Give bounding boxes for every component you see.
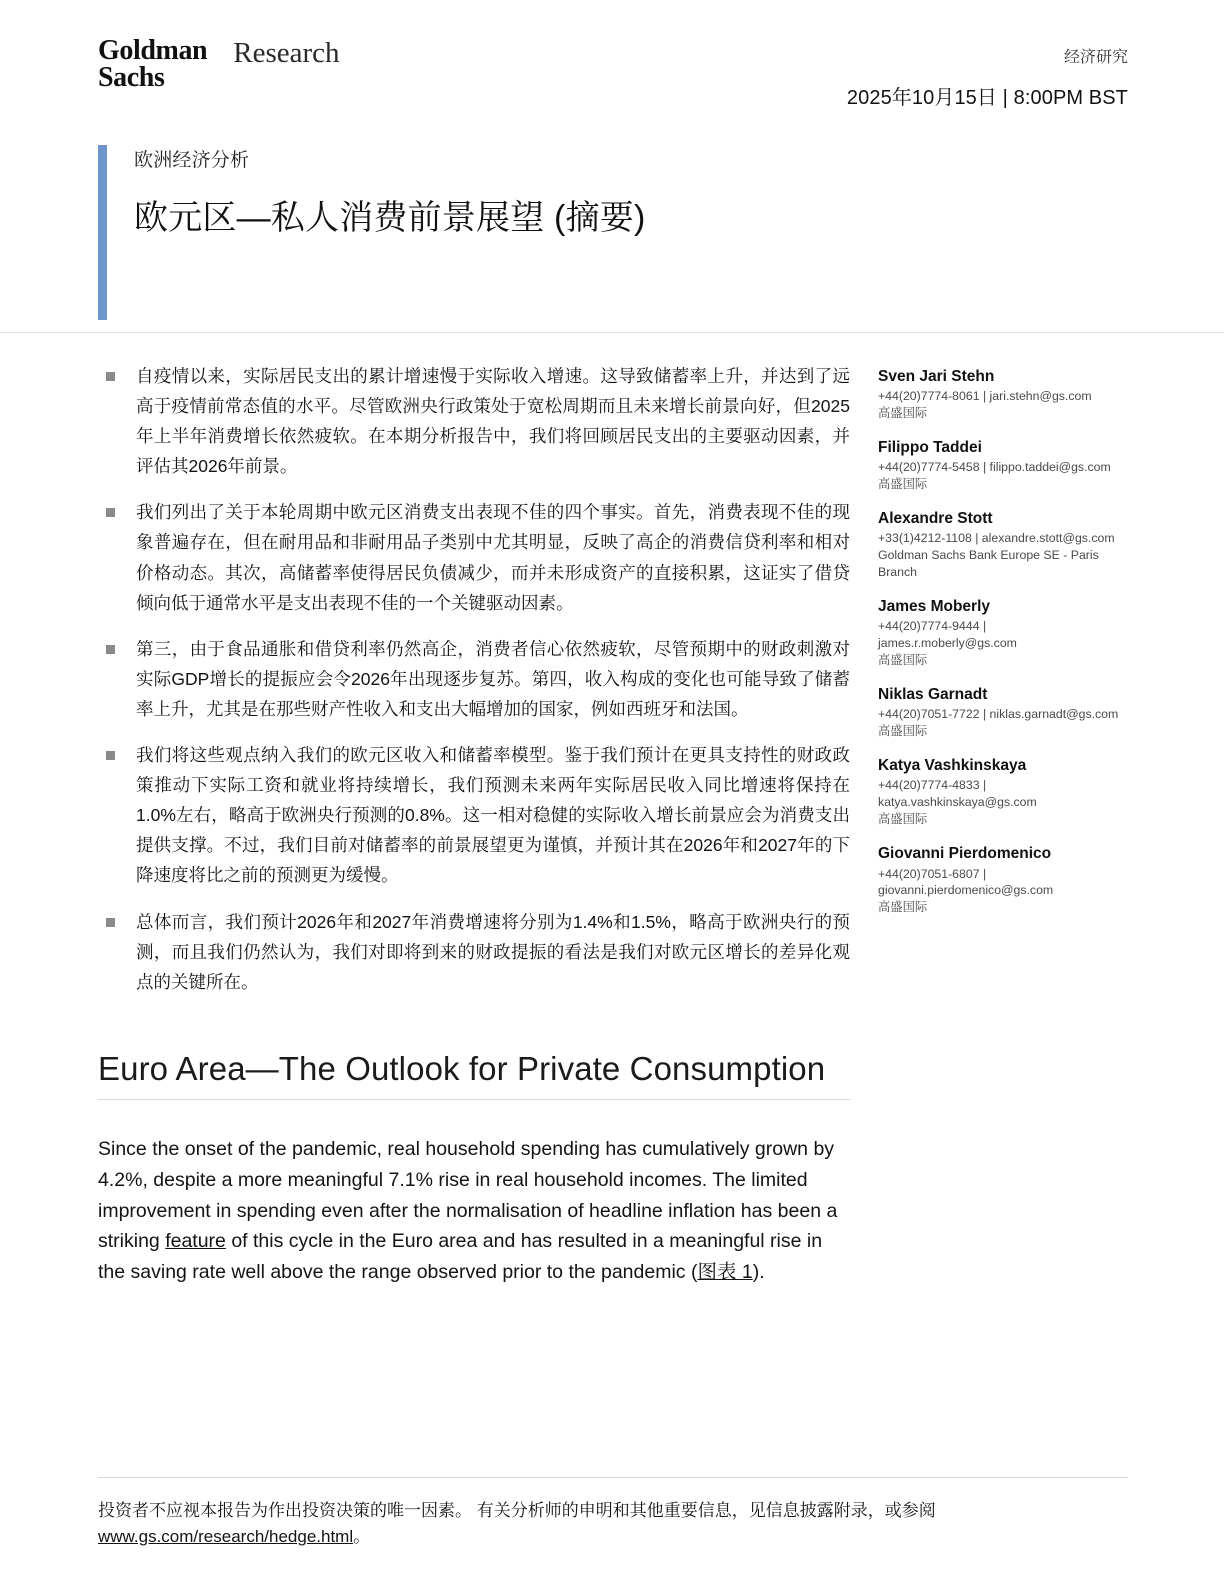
bullet-text: 第三，由于食品通胀和借贷利率仍然高企，消费者信心依然疲软，尽管预期中的财政刺激对实际GDP增长的提振应会令2026年出现逐步复苏。第四，收入构成的变化也可能导致了储蓄率上升，尤其是在那些财产性收入和支出大幅增加的国家，例如西班牙和法国。 — [136, 638, 850, 719]
square-bullet-icon — [106, 918, 115, 927]
document-header — [0, 0, 1224, 333]
document-eyebrow: 欧洲经济分析 — [134, 150, 250, 171]
author-contact[interactable]: +44(20)7774-9444 | james.r.moberly@gs.com — [878, 619, 1017, 651]
square-bullet-icon — [106, 751, 115, 760]
paragraph-text-part-1: Since the onset of the pandemic, real household spending has cumulatively grown by 4.2%, despite a more meaningful 7.1% rise in real household incomes. The limited improvement in spending even after the normalisation of headline inflation has been a striking — [98, 1138, 838, 1253]
document-footer — [98, 1477, 1128, 1550]
author-contact[interactable]: +44(20)7051-7722 | niklas.garnadt@gs.com — [878, 707, 1119, 722]
author-organization: 高盛国际 — [878, 653, 928, 668]
author-entry — [878, 367, 1128, 422]
author-entry — [878, 756, 1128, 828]
author-name: James Moberly — [878, 598, 990, 616]
author-entry — [878, 844, 1128, 916]
header-divider — [0, 332, 1224, 333]
list-item — [98, 907, 850, 997]
author-entry — [878, 685, 1128, 740]
author-organization: 高盛国际 — [878, 812, 928, 827]
research-category-label: 经济研究 — [1063, 47, 1128, 66]
disclaimer-part-1: 投资者不应视本报告为作出投资决策的唯一因素。 有关分析师的申明和其他重要信息，见信息披露附录，或参阅 — [98, 1501, 936, 1521]
logo-line-1: Goldman — [98, 35, 208, 66]
accent-bar — [98, 145, 107, 320]
author-contact[interactable]: +44(20)7774-8061 | jari.stehn@gs.com — [878, 389, 1092, 404]
bullet-text: 自疫情以来，实际居民支出的累计增速慢于实际收入增速。这导致储蓄率上升，并达到了远高于疫情前常态值的水平。尽管欧洲央行政策处于宽松周期而且未来增长前景向好，但2025年上半年消费增长依然疲软。在本期分析报告中，我们将回顾居民支出的主要驱动因素，并评估其2026年前景。 — [136, 366, 850, 477]
research-wordmark: Research — [233, 37, 340, 69]
goldman-sachs-research-logo — [98, 35, 340, 93]
disclaimer-part-2: 。 — [353, 1527, 371, 1547]
footer-divider — [98, 1477, 1128, 1478]
list-item — [98, 361, 850, 481]
section-paragraph — [98, 1134, 850, 1288]
main-column — [98, 361, 850, 1288]
publication-datetime: 2025年10月15日 | 8:00PM BST — [846, 87, 1128, 109]
exhibit-1-link[interactable]: 图表 1 — [697, 1261, 753, 1284]
list-item — [98, 634, 850, 724]
section-heading: Euro Area—The Outlook for Private Consumption — [98, 1049, 826, 1087]
author-organization: 高盛国际 — [878, 477, 928, 492]
author-name: Filippo Taddei — [878, 439, 982, 457]
disclaimer-text — [98, 1498, 1128, 1550]
summary-bullet-list — [98, 361, 850, 997]
author-contact[interactable]: +44(20)7774-5458 | filippo.taddei@gs.com — [878, 460, 1111, 475]
list-item — [98, 497, 850, 617]
author-organization: 高盛国际 — [878, 406, 928, 421]
bullet-text: 总体而言，我们预计2026年和2027年消费增速将分别为1.4%和1.5%，略高于欧洲央行的预测，而且我们仍然认为，我们对即将到来的财政提振的看法是我们对欧元区增长的差异化观点的关键所在。 — [136, 911, 850, 992]
english-section — [98, 1049, 850, 1288]
list-item — [98, 740, 850, 890]
author-organization: Goldman Sachs Bank Europe SE - Paris Branch — [878, 548, 1099, 580]
square-bullet-icon — [106, 508, 115, 517]
author-name: Giovanni Pierdomenico — [878, 845, 1052, 863]
section-divider — [98, 1099, 850, 1100]
author-organization: 高盛国际 — [878, 900, 928, 915]
author-name: Katya Vashkinskaya — [878, 757, 1027, 775]
author-name: Niklas Garnadt — [878, 686, 988, 704]
author-entry — [878, 597, 1128, 669]
feature-link[interactable]: feature — [165, 1230, 226, 1253]
logo-line-2: Sachs — [98, 61, 165, 93]
author-entry — [878, 438, 1128, 493]
square-bullet-icon — [106, 372, 115, 381]
author-contact[interactable]: +44(20)7051-6807 | giovanni.pierdomenico@gs.com — [878, 866, 1054, 898]
author-name: Alexandre Stott — [878, 510, 993, 528]
paragraph-text-part-3: ). — [752, 1261, 765, 1284]
author-entry — [878, 509, 1128, 581]
bullet-text: 我们将这些观点纳入我们的欧元区收入和储蓄率模型。鉴于我们预计在更具支持性的财政政策推动下实际工资和就业将持续增长，我们预测未来两年实际居民收入同比增速将保持在1.0%左右，略高于欧洲央行预测的0.8%。这一相对稳健的实际收入增长前景应会为消费支出提供支撑。不过，我们目前对储蓄率的前景展望更为谨慎，并预计其在2026年和2027年的下降速度将比之前的预测更为缓慢。 — [136, 745, 850, 886]
author-contact[interactable]: +33(1)4212-1108 | alexandre.stott@gs.com — [878, 531, 1115, 546]
disclosure-url-link[interactable]: www.gs.com/research/hedge.html — [98, 1527, 354, 1547]
author-name: Sven Jari Stehn — [878, 368, 995, 385]
square-bullet-icon — [106, 645, 115, 654]
paragraph-text-part-2: of this cycle in the Euro area and has resulted in a meaningful rise in the saving rate well above the range observed prior to the pandemic ( — [98, 1230, 823, 1284]
page-title: 欧元区—私人消费前景展望 (摘要) — [134, 199, 646, 237]
authors-sidebar — [850, 361, 1128, 932]
bullet-text: 我们列出了关于本轮周期中欧元区消费支出表现不佳的四个事实。首先，消费表现不佳的现象普遍存在，但在耐用品和非耐用品子类别中尤其明显，反映了高企的消费信贷利率和相对价格动态。其次，高储蓄率使得居民负债减少，而并未形成资产的直接积累，这证实了借贷倾向低于通常水平是支出表现不佳的一个关键驱动因素。 — [136, 502, 850, 613]
goldman-sachs-wordmark — [98, 35, 208, 93]
author-organization: 高盛国际 — [878, 724, 928, 739]
title-block — [98, 145, 1224, 320]
author-contact[interactable]: +44(20)7774-4833 | katya.vashkinskaya@gs.com — [878, 778, 1037, 810]
